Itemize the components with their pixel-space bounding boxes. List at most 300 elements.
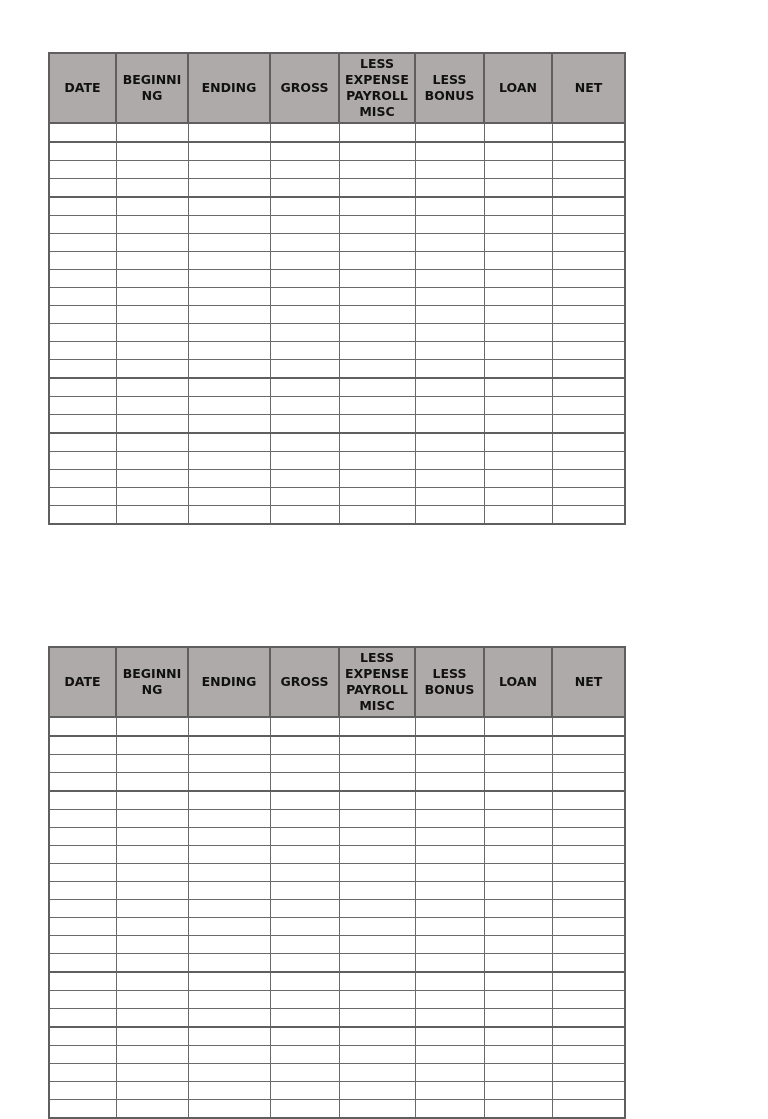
cell-loan — [484, 918, 552, 936]
cell-less-bonus — [415, 810, 484, 828]
table-row — [49, 142, 625, 161]
table-row — [49, 736, 625, 755]
cell-loan — [484, 470, 552, 488]
cell-less-expense — [339, 470, 415, 488]
cell-date — [49, 123, 116, 142]
header-less-expense: LESS EXPENSE PAYROLL MISC — [339, 53, 415, 123]
table-row — [49, 755, 625, 773]
cell-ending — [188, 378, 270, 397]
cell-date — [49, 433, 116, 452]
cell-net — [552, 810, 625, 828]
cell-less-expense — [339, 864, 415, 882]
cell-less-bonus — [415, 252, 484, 270]
cell-less-bonus — [415, 791, 484, 810]
cell-ending — [188, 736, 270, 755]
cell-gross — [270, 828, 339, 846]
cell-date — [49, 342, 116, 360]
cell-less-expense — [339, 360, 415, 379]
cell-less-expense — [339, 717, 415, 736]
cell-loan — [484, 360, 552, 379]
header-net: NET — [552, 53, 625, 123]
cell-net — [552, 936, 625, 954]
cell-ending — [188, 828, 270, 846]
cell-less-expense — [339, 791, 415, 810]
ledger-table-2 — [48, 646, 626, 1119]
cell-net — [552, 846, 625, 864]
cell-net — [552, 161, 625, 179]
cell-ending — [188, 252, 270, 270]
cell-date — [49, 252, 116, 270]
cell-net — [552, 1100, 625, 1119]
cell-beginning — [116, 197, 188, 216]
cell-gross — [270, 216, 339, 234]
cell-net — [552, 452, 625, 470]
cell-date — [49, 234, 116, 252]
cell-date — [49, 488, 116, 506]
cell-less-bonus — [415, 954, 484, 973]
cell-gross — [270, 755, 339, 773]
cell-ending — [188, 773, 270, 792]
cell-ending — [188, 197, 270, 216]
cell-date — [49, 179, 116, 198]
cell-loan — [484, 306, 552, 324]
cell-net — [552, 197, 625, 216]
cell-loan — [484, 1009, 552, 1028]
cell-ending — [188, 324, 270, 342]
cell-loan — [484, 1082, 552, 1100]
header-less-bonus: LESS BONUS — [415, 53, 484, 123]
cell-gross — [270, 415, 339, 434]
cell-date — [49, 360, 116, 379]
cell-less-bonus — [415, 1082, 484, 1100]
cell-less-expense — [339, 288, 415, 306]
cell-ending — [188, 360, 270, 379]
cell-loan — [484, 954, 552, 973]
cell-gross — [270, 791, 339, 810]
cell-beginning — [116, 1064, 188, 1082]
cell-loan — [484, 864, 552, 882]
cell-net — [552, 972, 625, 991]
cell-less-bonus — [415, 864, 484, 882]
cell-less-bonus — [415, 324, 484, 342]
cell-less-bonus — [415, 197, 484, 216]
cell-date — [49, 991, 116, 1009]
cell-net — [552, 433, 625, 452]
table-row — [49, 717, 625, 736]
cell-net — [552, 142, 625, 161]
cell-date — [49, 216, 116, 234]
cell-less-expense — [339, 234, 415, 252]
cell-beginning — [116, 791, 188, 810]
cell-gross — [270, 324, 339, 342]
cell-net — [552, 882, 625, 900]
cell-gross — [270, 397, 339, 415]
cell-less-bonus — [415, 1027, 484, 1046]
cell-loan — [484, 810, 552, 828]
cell-gross — [270, 1027, 339, 1046]
cell-less-expense — [339, 342, 415, 360]
cell-gross — [270, 306, 339, 324]
header-beginning: BEGINNI NG — [116, 53, 188, 123]
cell-loan — [484, 252, 552, 270]
cell-net — [552, 791, 625, 810]
cell-less-bonus — [415, 991, 484, 1009]
cell-gross — [270, 936, 339, 954]
cell-ending — [188, 342, 270, 360]
cell-net — [552, 773, 625, 792]
cell-less-bonus — [415, 755, 484, 773]
table-row — [49, 506, 625, 525]
cell-less-bonus — [415, 415, 484, 434]
cell-less-bonus — [415, 918, 484, 936]
cell-loan — [484, 1027, 552, 1046]
cell-less-expense — [339, 810, 415, 828]
cell-beginning — [116, 397, 188, 415]
cell-less-bonus — [415, 179, 484, 198]
cell-net — [552, 736, 625, 755]
cell-net — [552, 123, 625, 142]
header-row — [49, 53, 625, 123]
table-row — [49, 378, 625, 397]
cell-net — [552, 234, 625, 252]
cell-loan — [484, 1100, 552, 1119]
cell-gross — [270, 179, 339, 198]
table-row — [49, 270, 625, 288]
cell-ending — [188, 1009, 270, 1028]
cell-net — [552, 954, 625, 973]
cell-loan — [484, 1064, 552, 1082]
cell-less-bonus — [415, 306, 484, 324]
cell-date — [49, 288, 116, 306]
ledger-table-1 — [48, 52, 626, 525]
cell-ending — [188, 882, 270, 900]
cell-net — [552, 1064, 625, 1082]
header-gross: GROSS — [270, 53, 339, 123]
cell-less-expense — [339, 1009, 415, 1028]
cell-less-expense — [339, 1064, 415, 1082]
cell-date — [49, 828, 116, 846]
cell-less-expense — [339, 736, 415, 755]
cell-less-bonus — [415, 936, 484, 954]
cell-beginning — [116, 810, 188, 828]
cell-less-bonus — [415, 846, 484, 864]
table-row — [49, 791, 625, 810]
cell-gross — [270, 1082, 339, 1100]
cell-date — [49, 197, 116, 216]
cell-beginning — [116, 288, 188, 306]
cell-less-expense — [339, 506, 415, 525]
cell-date — [49, 1027, 116, 1046]
cell-ending — [188, 1100, 270, 1119]
cell-loan — [484, 324, 552, 342]
cell-less-bonus — [415, 736, 484, 755]
cell-less-expense — [339, 1100, 415, 1119]
cell-less-expense — [339, 161, 415, 179]
cell-less-expense — [339, 991, 415, 1009]
cell-gross — [270, 1046, 339, 1064]
cell-less-expense — [339, 415, 415, 434]
cell-ending — [188, 433, 270, 452]
cell-date — [49, 755, 116, 773]
cell-beginning — [116, 234, 188, 252]
cell-net — [552, 270, 625, 288]
cell-less-bonus — [415, 882, 484, 900]
cell-date — [49, 972, 116, 991]
cell-gross — [270, 882, 339, 900]
cell-less-expense — [339, 936, 415, 954]
header-row — [49, 647, 625, 717]
cell-loan — [484, 972, 552, 991]
cell-date — [49, 846, 116, 864]
cell-date — [49, 1064, 116, 1082]
cell-less-bonus — [415, 972, 484, 991]
cell-beginning — [116, 882, 188, 900]
cell-beginning — [116, 900, 188, 918]
table-row — [49, 882, 625, 900]
cell-gross — [270, 488, 339, 506]
cell-less-bonus — [415, 773, 484, 792]
cell-ending — [188, 1082, 270, 1100]
cell-beginning — [116, 506, 188, 525]
cell-ending — [188, 506, 270, 525]
cell-less-bonus — [415, 828, 484, 846]
cell-beginning — [116, 828, 188, 846]
cell-gross — [270, 360, 339, 379]
cell-less-bonus — [415, 433, 484, 452]
cell-ending — [188, 755, 270, 773]
cell-beginning — [116, 179, 188, 198]
cell-net — [552, 470, 625, 488]
cell-date — [49, 1082, 116, 1100]
cell-ending — [188, 918, 270, 936]
cell-net — [552, 1046, 625, 1064]
cell-net — [552, 717, 625, 736]
cell-gross — [270, 252, 339, 270]
cell-beginning — [116, 161, 188, 179]
header-beginning: BEGINNI NG — [116, 647, 188, 717]
cell-loan — [484, 991, 552, 1009]
cell-loan — [484, 161, 552, 179]
cell-gross — [270, 773, 339, 792]
cell-date — [49, 936, 116, 954]
cell-gross — [270, 142, 339, 161]
cell-loan — [484, 736, 552, 755]
cell-beginning — [116, 488, 188, 506]
cell-date — [49, 1009, 116, 1028]
table-row — [49, 252, 625, 270]
table-row — [49, 360, 625, 379]
cell-less-expense — [339, 197, 415, 216]
cell-beginning — [116, 991, 188, 1009]
table-row — [49, 234, 625, 252]
table-row — [49, 433, 625, 452]
cell-net — [552, 216, 625, 234]
cell-less-bonus — [415, 216, 484, 234]
cell-beginning — [116, 1009, 188, 1028]
cell-beginning — [116, 954, 188, 973]
cell-less-expense — [339, 954, 415, 973]
cell-less-expense — [339, 755, 415, 773]
cell-less-bonus — [415, 342, 484, 360]
cell-date — [49, 452, 116, 470]
table-row — [49, 342, 625, 360]
cell-gross — [270, 846, 339, 864]
cell-beginning — [116, 142, 188, 161]
cell-beginning — [116, 773, 188, 792]
cell-net — [552, 864, 625, 882]
table-row — [49, 470, 625, 488]
cell-ending — [188, 452, 270, 470]
cell-less-expense — [339, 972, 415, 991]
cell-date — [49, 736, 116, 755]
cell-ending — [188, 415, 270, 434]
cell-loan — [484, 900, 552, 918]
table-row — [49, 123, 625, 142]
cell-loan — [484, 342, 552, 360]
cell-ending — [188, 900, 270, 918]
cell-less-bonus — [415, 161, 484, 179]
cell-beginning — [116, 378, 188, 397]
table-row — [49, 936, 625, 954]
cell-ending — [188, 864, 270, 882]
cell-ending — [188, 717, 270, 736]
cell-ending — [188, 972, 270, 991]
table-row — [49, 488, 625, 506]
cell-gross — [270, 972, 339, 991]
cell-less-bonus — [415, 123, 484, 142]
cell-loan — [484, 791, 552, 810]
table-row — [49, 954, 625, 973]
cell-loan — [484, 755, 552, 773]
table-row — [49, 864, 625, 882]
table-row — [49, 918, 625, 936]
cell-date — [49, 142, 116, 161]
table-row — [49, 1064, 625, 1082]
cell-ending — [188, 810, 270, 828]
cell-beginning — [116, 324, 188, 342]
cell-gross — [270, 378, 339, 397]
cell-gross — [270, 1100, 339, 1119]
cell-gross — [270, 234, 339, 252]
cell-gross — [270, 123, 339, 142]
cell-net — [552, 1082, 625, 1100]
cell-gross — [270, 736, 339, 755]
cell-net — [552, 288, 625, 306]
table-row — [49, 828, 625, 846]
cell-loan — [484, 452, 552, 470]
cell-gross — [270, 918, 339, 936]
cell-gross — [270, 470, 339, 488]
table-row — [49, 415, 625, 434]
cell-ending — [188, 1027, 270, 1046]
table-row — [49, 972, 625, 991]
cell-loan — [484, 828, 552, 846]
cell-ending — [188, 234, 270, 252]
cell-net — [552, 360, 625, 379]
cell-net — [552, 1009, 625, 1028]
cell-loan — [484, 288, 552, 306]
cell-less-expense — [339, 882, 415, 900]
header-date: DATE — [49, 647, 116, 717]
table-row — [49, 1009, 625, 1028]
cell-net — [552, 918, 625, 936]
table-row — [49, 810, 625, 828]
cell-less-expense — [339, 306, 415, 324]
table-row — [49, 306, 625, 324]
cell-gross — [270, 342, 339, 360]
cell-beginning — [116, 415, 188, 434]
cell-net — [552, 506, 625, 525]
cell-less-bonus — [415, 488, 484, 506]
cell-beginning — [116, 342, 188, 360]
cell-less-bonus — [415, 900, 484, 918]
cell-net — [552, 488, 625, 506]
cell-loan — [484, 270, 552, 288]
cell-less-expense — [339, 397, 415, 415]
table-row — [49, 324, 625, 342]
cell-less-expense — [339, 142, 415, 161]
cell-net — [552, 1027, 625, 1046]
table-row — [49, 161, 625, 179]
cell-less-bonus — [415, 506, 484, 525]
cell-loan — [484, 882, 552, 900]
cell-beginning — [116, 736, 188, 755]
cell-gross — [270, 270, 339, 288]
table-row — [49, 288, 625, 306]
cell-less-expense — [339, 488, 415, 506]
cell-loan — [484, 216, 552, 234]
cell-gross — [270, 452, 339, 470]
cell-beginning — [116, 936, 188, 954]
cell-beginning — [116, 470, 188, 488]
cell-gross — [270, 810, 339, 828]
cell-beginning — [116, 360, 188, 379]
cell-less-expense — [339, 918, 415, 936]
cell-date — [49, 1100, 116, 1119]
cell-less-bonus — [415, 1100, 484, 1119]
cell-date — [49, 882, 116, 900]
cell-gross — [270, 900, 339, 918]
cell-less-bonus — [415, 270, 484, 288]
table-row — [49, 397, 625, 415]
cell-less-bonus — [415, 360, 484, 379]
cell-loan — [484, 123, 552, 142]
cell-date — [49, 717, 116, 736]
header-net: NET — [552, 647, 625, 717]
cell-less-bonus — [415, 1009, 484, 1028]
cell-date — [49, 324, 116, 342]
cell-less-expense — [339, 270, 415, 288]
cell-date — [49, 773, 116, 792]
cell-gross — [270, 506, 339, 525]
cell-less-expense — [339, 216, 415, 234]
ledger-body-1 — [49, 123, 625, 524]
cell-ending — [188, 936, 270, 954]
cell-less-expense — [339, 846, 415, 864]
cell-ending — [188, 488, 270, 506]
cell-beginning — [116, 306, 188, 324]
header-ending: ENDING — [188, 647, 270, 717]
cell-ending — [188, 791, 270, 810]
cell-loan — [484, 1046, 552, 1064]
cell-less-expense — [339, 900, 415, 918]
cell-beginning — [116, 1082, 188, 1100]
cell-ending — [188, 1064, 270, 1082]
table-row — [49, 1082, 625, 1100]
table-row — [49, 1027, 625, 1046]
cell-date — [49, 954, 116, 973]
cell-gross — [270, 288, 339, 306]
